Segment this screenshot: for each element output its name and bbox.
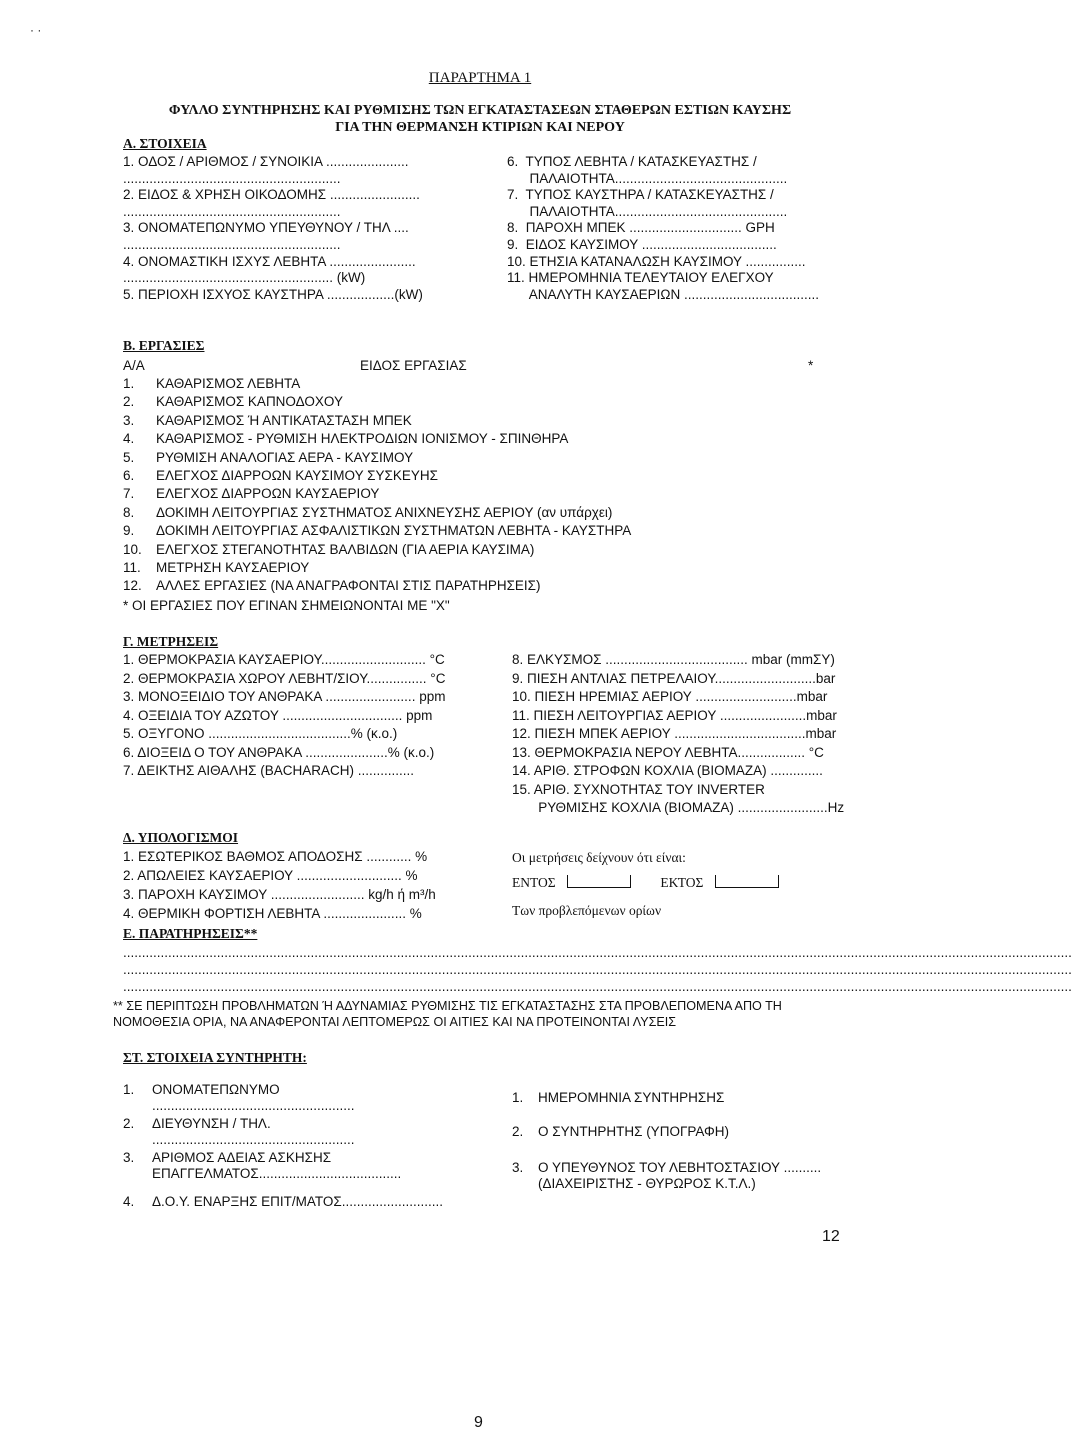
work-item-label: ΕΛΕΓΧΟΣ ΔΙΑΡΡΟΩΝ ΚΑΥΣΑΕΡΙΟΥ [156, 486, 380, 502]
section-a-left-line: 3. ΟΝΟΜΑΤΕΠΩΝΥΜΟ ΥΠΕΥΘΥΝΟΥ / ΤΗΛ .... [123, 220, 409, 236]
work-item-number: 9. [123, 523, 135, 539]
calculation-line: 2. ΑΠΩΛΕΙΕΣ ΚΑΥΣΑΕΡΙΟΥ ............................ % [123, 868, 418, 883]
signature-field-number: 1. [512, 1090, 524, 1105]
section-c-heading: Γ. ΜΕΤΡΗΣΕΙΣ [123, 634, 219, 649]
work-item-number: 12. [123, 578, 142, 594]
work-item-number: 8. [123, 504, 135, 520]
work-item-number: 4. [123, 431, 135, 447]
maintainer-field-number: 2. [123, 1116, 135, 1131]
signature-field-sublabel: (ΔΙΑΧΕΙΡΙΣΤΗΣ - ΘΥΡΩΡΟΣ Κ.Τ.Λ.) [538, 1176, 756, 1191]
outside-checkbox[interactable] [715, 875, 779, 888]
measurement-line: 4. ΟΞΕΙΔΙΑ ΤΟΥ ΑΖΩΤΟΥ ................................ ppm [123, 707, 433, 723]
maintainer-field-number: 3. [123, 1150, 135, 1165]
column-mark: * [808, 358, 814, 373]
work-item-number: 7. [123, 486, 135, 502]
section-a-right-line: 9. ΕΙΔΟΣ ΚΑΥΣΙΜΟΥ .................................... [507, 236, 777, 252]
remarks-note-line-2: ΝΟΜΟΘΕΣΙΑ ΟΡΙΑ, ΝΑ ΑΝΑΦΕΡΟΝΤΑΙ ΛΕΠΤΟΜΕΡΩΣ ΟΙ ΑΙΤΙΕΣ ΚΑΙ ΝΑ ΠΡΟΤΕΙΝΟΝΤΑΙ ΛΥΣΕΙΣ [113, 1015, 677, 1029]
maintainer-field [123, 1116, 355, 1148]
measurement-line: 9. ΠΙΕΣΗ ΑΝΤΛΙΑΣ ΠΕΤΡΕΛΑΙΟΥ...........................bar [512, 670, 836, 686]
maintainer-field-number: 1. [123, 1082, 135, 1097]
signature-field-number: 2. [512, 1124, 524, 1139]
maintainer-field-dots: ...................................................... [152, 1098, 355, 1113]
measurement-line: 10. ΠΙΕΣΗ ΗΡΕΜΙΑΣ ΑΕΡΙΟΥ ...........................mbar [512, 689, 828, 704]
measurement-line: 12. ΠΙΕΣΗ ΜΠΕΚ ΑΕΡΙΟΥ ...................................mbar [512, 726, 837, 741]
maintainer-field-dots: ΕΠΑΓΓΕΛΜΑΤΟΣ...................................... [152, 1166, 402, 1181]
work-item-number: 6. [123, 468, 135, 484]
maintainer-field-dots: ...................................................... [152, 1132, 355, 1147]
section-a-right-line: 10. ΕΤΗΣΙΑ ΚΑΤΑΝΑΛΩΣΗ ΚΑΥΣΙΜΟΥ ................ [507, 253, 806, 269]
work-item-label: ΡΥΘΜΙΣΗ ΑΝΑΛΟΓΙΑΣ ΑΕΡΑ - ΚΑΥΣΙΜΟΥ [156, 449, 414, 465]
calculation-line: 3. ΠΑΡΟΧΗ ΚΑΥΣΙΜΟΥ ......................... kg/h ή m³/h [123, 887, 436, 902]
remarks-dotline: ............................................................................................................................................................................................................................................................. [123, 979, 1072, 994]
maintainer-field [123, 1150, 401, 1182]
remarks-note-line-1: ** ΣΕ ΠΕΡΙΠΤΩΣΗ ΠΡΟΒΛΗΜΑΤΩΝ Ή ΑΔΥΝΑΜΙΑΣ ΡΥΘΜΙΣΗΣ ΤΙΣ ΕΓΚΑΤΑΣΤΑΣΗΣ ΣΤΑ ΠΡΟΒΛΕΠΟΜΕΝΑ ΑΠΟ ΤΗ [113, 999, 782, 1013]
results-intro: Οι μετρήσεις δείχνουν ότι είναι: [512, 850, 686, 865]
section-a-right-line: ΑΝΑΛΥΤΗ ΚΑΥΣΑΕΡΙΩΝ .................................... [507, 286, 820, 302]
measurement-line: 7. ΔΕΙΚΤΗΣ ΑΙΘΑΛΗΣ (BACHARACH) ............... [123, 763, 415, 778]
outside-label: ΕΚΤΟΣ [660, 875, 704, 890]
work-item-label: ΜΕΤΡΗΣΗ ΚΑΥΣΑΕΡΙΟΥ [156, 560, 310, 576]
remarks-area[interactable] [123, 944, 1072, 995]
section-a-left-line: ........................................................ (kW) [123, 270, 366, 286]
section-a-heading: Α. ΣΤΟΙΧΕΙΑ [123, 136, 207, 151]
section-a-left-column [123, 154, 423, 303]
work-item-number: 11. [123, 560, 141, 576]
annex-title: ΠΑΡΑΡΤΗΜΑ 1 [428, 70, 532, 86]
signature-field-label: Ο ΥΠΕΥΘΥΝΟΣ ΤΟΥ ΛΕΒΗΤΟΣΤΑΣΙΟΥ .......... [538, 1160, 822, 1175]
results-limits: Των προβλεπόμενων ορίων [512, 903, 662, 918]
work-item-label: ΚΑΘΑΡΙΣΜΟΣ ΛΕΒΗΤΑ [156, 376, 301, 391]
measurements-left [123, 651, 445, 781]
work-item-number: 10. [123, 541, 142, 557]
doc-title-line-1: ΦΥΛΛΟ ΣΥΝΤΗΡΗΣΗΣ ΚΑΙ ΡΥΘΜΙΣΗΣ ΤΩΝ ΕΓΚΑΤΑΣΤΑΣΕΩΝ ΣΤΑΘΕΡΩΝ ΕΣΤΙΩΝ ΚΑΥΣΗΣ [168, 103, 792, 118]
signature-field [512, 1124, 729, 1140]
section-a-right-line: ΠΑΛΑΙΟΤΗΤΑ.............................................. [507, 203, 788, 219]
work-item-number: 1. [123, 376, 135, 391]
measurements-right [512, 651, 844, 818]
work-item-label: ΚΑΘΑΡΙΣΜΟΣ Ή ΑΝΤΙΚΑΤΑΣΤΑΣΗ ΜΠΕΚ [156, 412, 412, 428]
signature-field-label: Ο ΣΥΝΤΗΡΗΤΗΣ (ΥΠΟΓΡΑΦΗ) [538, 1124, 730, 1139]
measurement-line: 11. ΠΙΕΣΗ ΛΕΙΤΟΥΡΓΙΑΣ ΑΕΡΙΟΥ .......................mbar [512, 707, 837, 723]
inner-page-number: 12 [822, 1228, 840, 1245]
signature-field-number: 3. [512, 1160, 524, 1175]
top-marks: · · [30, 23, 42, 37]
measurement-line: 5. ΟΞΥΓΟΝΟ ......................................% (κ.ο.) [123, 726, 398, 741]
maintainer-field [123, 1194, 443, 1210]
inside-label: ΕΝΤΟΣ [512, 875, 556, 890]
work-footnote: * ΟΙ ΕΡΓΑΣΙΕΣ ΠΟΥ ΕΓΙΝΑΝ ΣΗΜΕΙΩΝΟΝΤΑΙ ΜΕ "Χ" [123, 598, 450, 613]
signature-field [512, 1160, 821, 1192]
section-f-heading: ΣΤ. ΣΤΟΙΧΕΙΑ ΣΥΝΤΗΡΗΤΗ: [123, 1050, 307, 1065]
work-item-label: ΕΛΕΓΧΟΣ ΣΤΕΓΑΝΟΤΗΤΑΣ ΒΑΛΒΙΔΩΝ (ΓΙΑ ΑΕΡΙΑ ΚΑΥΣΙΜΑ) [156, 541, 535, 557]
section-a-right-line: ΠΑΛΑΙΟΤΗΤΑ.............................................. [507, 170, 788, 186]
inside-checkbox[interactable] [567, 875, 631, 888]
column-kind-of-work: ΕΙΔΟΣ ΕΡΓΑΣΙΑΣ [360, 358, 467, 373]
work-item-number: 5. [123, 449, 135, 465]
section-a-left-line: .......................................................... [123, 203, 341, 219]
section-a-left-line: .......................................................... [123, 170, 341, 186]
measurement-line: 3. ΜΟΝΟΞΕΙΔΙΟ ΤΟΥ ΑΝΘΡΑΚΑ ........................ ppm [123, 689, 446, 704]
maintainer-field-number: 4. [123, 1194, 135, 1209]
page-number: 9 [474, 1414, 483, 1431]
doc-title-line-2: ΓΙΑ ΤΗΝ ΘΕΡΜΑΝΣΗ ΚΤΙΡΙΩΝ ΚΑΙ ΝΕΡΟΥ [335, 120, 625, 135]
measurement-line: 6. ΔΙΟΞΕΙΔ Ο ΤΟΥ ΑΝΘΡΑΚΑ ......................% (κ.ο.) [123, 744, 435, 760]
work-item-label: ΑΛΛΕΣ ΕΡΓΑΣΙΕΣ (ΝΑ ΑΝΑΓΡΑΦΟΝΤΑΙ ΣΤΙΣ ΠΑΡΑΤΗΡΗΣΕΙΣ) [156, 578, 541, 594]
section-a-right-line: 6. ΤΥΠΟΣ ΛΕΒΗΤΑ / ΚΑΤΑΣΚΕΥΑΣΤΗΣ / [507, 154, 757, 169]
calculations-left [123, 847, 436, 923]
maintainer-field [123, 1082, 355, 1114]
maintainer-field-label: Δ.Ο.Υ. ΕΝΑΡΞΗΣ ΕΠΙΤ/ΜΑΤΟΣ........................... [152, 1194, 444, 1209]
remarks-dotline: ............................................................................................................................................................................................................................................................. [123, 962, 1072, 977]
measurement-line: 1. ΘΕΡΜΟΚΡΑΣΙΑ ΚΑΥΣΑΕΡΙΟΥ............................ °C [123, 652, 445, 667]
inside-outside-row [512, 875, 779, 891]
maintainer-field-label: ΟΝΟΜΑΤΕΠΩΝΥΜΟ [152, 1082, 280, 1097]
measurement-line: 13. ΘΕΡΜΟΚΡΑΣΙΑ ΝΕΡΟΥ ΛΕΒΗΤΑ.................. °C [512, 744, 824, 760]
work-item-label: ΕΛΕΓΧΟΣ ΔΙΑΡΡΟΩΝ ΚΑΥΣΙΜΟΥ ΣΥΣΚΕΥΗΣ [156, 468, 438, 484]
work-item-number: 2. [123, 394, 135, 410]
measurement-line: 14. ΑΡΙΘ. ΣΤΡΟΦΩΝ ΚΟΧΛΙΑ (ΒΙΟΜΑΖΑ) .............. [512, 763, 823, 778]
measurement-line: 15. ΑΡΙΘ. ΣΥΧΝΟΤΗΤΑΣ ΤΟΥ INVERTER [512, 781, 765, 797]
section-b-heading: Β. ΕΡΓΑΣΙΕΣ [123, 338, 205, 353]
calculation-line: 4. ΘΕΡΜΙΚΗ ΦΟΡΤΙΣΗ ΛΕΒΗΤΑ ...................... % [123, 906, 422, 921]
work-item-label: ΚΑΘΑΡΙΣΜΟΣ ΚΑΠΝΟΔΟΧΟΥ [156, 394, 343, 410]
maintainer-field-label: ΔΙΕΥΘΥΝΣΗ / ΤΗΛ. [152, 1116, 271, 1131]
section-a-right-column [507, 154, 819, 303]
section-a-left-line: 1. ΟΔΟΣ / ΑΡΙΘΜΟΣ / ΣΥΝΟΙΚΙΑ ...................... [123, 154, 409, 169]
work-item-label: ΔΟΚΙΜΗ ΛΕΙΤΟΥΡΓΙΑΣ ΑΣΦΑΛΙΣΤΙΚΩΝ ΣΥΣΤΗΜΑΤΩΝ ΛΕΒΗΤΑ - ΚΑΥΣΤΗΡΑ [156, 523, 632, 539]
remarks-dotline: ............................................................................................................................................................................................................................................................. [123, 945, 1072, 960]
section-a-right-line: 7. ΤΥΠΟΣ ΚΑΥΣΤΗΡΑ / ΚΑΤΑΣΚΕΥΑΣΤΗΣ / [507, 187, 774, 203]
section-a-left-line: 2. ΕΙΔΟΣ & ΧΡΗΣΗ ΟΙΚΟΔΟΜΗΣ ........................ [123, 187, 420, 203]
maintainer-field-label: ΑΡΙΘΜΟΣ ΑΔΕΙΑΣ ΑΣΚΗΣΗΣ [152, 1150, 332, 1165]
column-aa: Α/Α [123, 358, 145, 373]
measurement-line: 2. ΘΕΡΜΟΚΡΑΣΙΑ ΧΩΡΟΥ ΛΕΒΗΤ/ΣΙΟΥ................ °C [123, 670, 446, 686]
signature-field-label: ΗΜΕΡΟΜΗΝΙΑ ΣΥΝΤΗΡΗΣΗΣ [538, 1090, 725, 1105]
section-a-left-line: 4. ΟΝΟΜΑΣΤΙΚΗ ΙΣΧΥΣ ΛΕΒΗΤΑ ....................... [123, 253, 416, 269]
section-a-right-line: 11. ΗΜΕΡΟΜΗΝΙΑ ΤΕΛΕΥΤΑΙΟΥ ΕΛΕΓΧΟΥ [507, 270, 774, 286]
work-item-label: ΚΑΘΑΡΙΣΜΟΣ - ΡΥΘΜΙΣΗ ΗΛΕΚΤΡΟΔΙΩΝ ΙΟΝΙΣΜΟΥ - ΣΠΙΝΘΗΡΑ [156, 431, 569, 447]
section-a-left-line: 5. ΠΕΡΙΟΧΗ ΙΣΧΥΟΣ ΚΑΥΣΤΗΡΑ ..................(kW) [123, 286, 423, 302]
work-item-number: 3. [123, 412, 135, 428]
calculation-line: 1. ΕΣΩΤΕΡΙΚΟΣ ΒΑΘΜΟΣ ΑΠΟΔΟΣΗΣ ............ % [123, 849, 428, 864]
work-item-label: ΔΟΚΙΜΗ ΛΕΙΤΟΥΡΓΙΑΣ ΣΥΣΤΗΜΑΤΟΣ ΑΝΙΧΝΕΥΣΗΣ ΑΕΡΙΟΥ (αν υπάρχει) [156, 504, 613, 520]
section-e-heading: Ε. ΠΑΡΑΤΗΡΗΣΕΙΣ** [123, 926, 258, 941]
section-d-heading: Δ. ΥΠΟΛΟΓΙΣΜΟΙ [123, 830, 239, 845]
work-items-list [123, 375, 631, 596]
section-a-left-line: .......................................................... [123, 236, 341, 252]
signature-field [512, 1090, 724, 1106]
measurement-line: 8. ΕΛΚΥΣΜΟΣ ...................................... mbar (mmΣΥ) [512, 652, 835, 667]
measurement-line: ΡΥΘΜΙΣΗΣ ΚΟΧΛΙΑ (ΒΙΟΜΑΖΑ) ........................Hz [512, 800, 845, 815]
section-a-right-line: 8. ΠΑΡΟΧΗ ΜΠΕΚ .............................. GPH [507, 220, 775, 236]
